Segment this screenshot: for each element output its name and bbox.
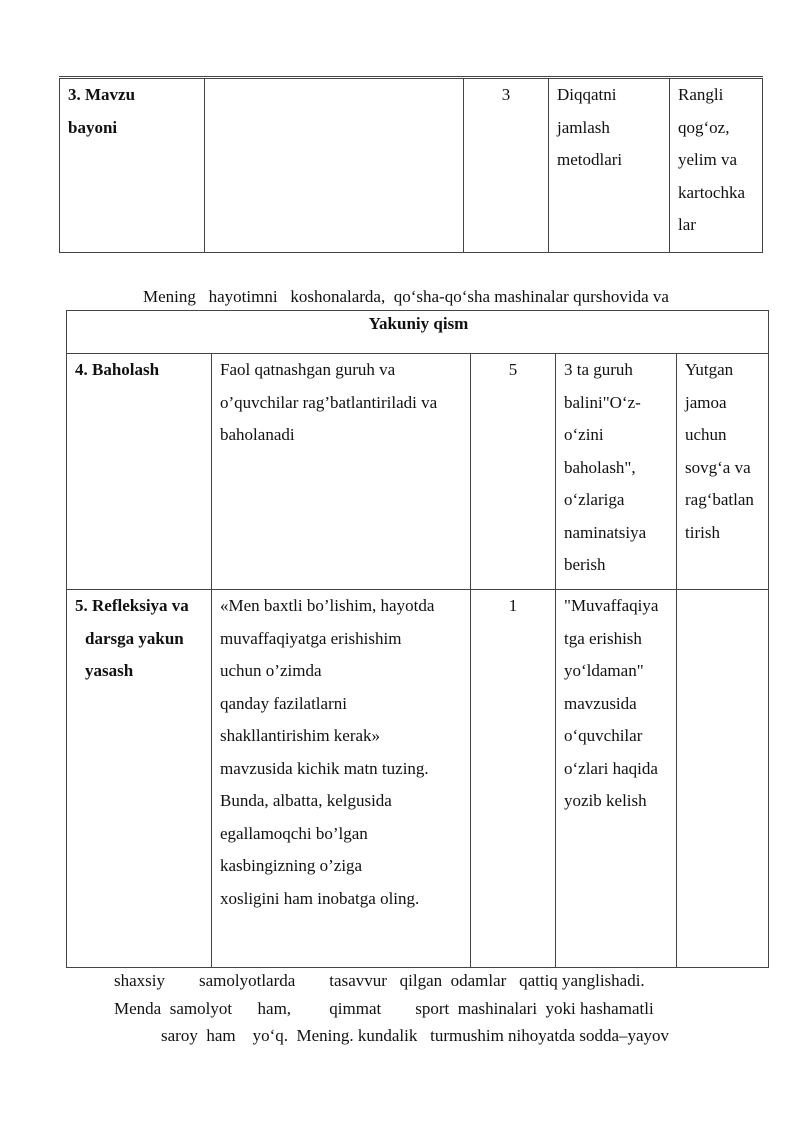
cell-line: yozib kelish (564, 791, 647, 810)
cell-line: mavzusida kichik matn tuzing. (220, 758, 429, 778)
method-cell (556, 590, 677, 968)
cell-line: uchun o’zimda (220, 661, 322, 680)
cell-line: uchun (685, 425, 727, 444)
cell-line: kasbingizning o’ziga (220, 856, 363, 875)
cell-line: metodlari (557, 150, 623, 169)
cell-line: darsga yakun (85, 628, 184, 648)
stage-cell (67, 590, 212, 968)
cell-line: sovg‘a va (685, 457, 751, 477)
cell-line: Diqqatni (557, 85, 617, 104)
cell-line: jamlash (557, 117, 610, 137)
cell-line: o‘quvchilar (564, 726, 643, 745)
description-cell (205, 78, 464, 253)
body-text-line: Mening hayotimni koshonalarda, qo‘sha-qo‘sha mashinalar qurshovida va (143, 287, 669, 306)
body-text-line: saroy ham yo‘q. Mening. kundalik turmushim nihoyatda sodda–yayov (161, 1026, 670, 1045)
cell-line: yo‘ldaman" (564, 661, 644, 680)
materials-cell (677, 590, 769, 968)
cell-line: yelim va (678, 150, 738, 169)
table-row (67, 590, 769, 968)
cell-line: o‘zlariga (564, 490, 625, 509)
description-cell (212, 354, 471, 590)
description-cell (212, 590, 471, 968)
materials-cell (677, 354, 769, 590)
cell-line: jamoa (685, 392, 727, 412)
stage-cell (60, 78, 205, 253)
minutes-cell: 1 (471, 590, 556, 968)
cell-line: Rangli (678, 85, 724, 104)
cell-line: qog‘oz, (678, 117, 730, 137)
cell-line: rag‘batlan (685, 490, 754, 509)
cell-line: Yutgan (685, 360, 734, 379)
cell-line: baholanadi (220, 425, 295, 444)
table-row (60, 78, 763, 253)
cell-line: «Men baxtli bo’lishim, hayotda (220, 596, 435, 615)
cell-line: 3. Mavzu (68, 85, 136, 104)
cell-line: tga erishish (564, 628, 642, 648)
section-heading: Yakuniy qism (67, 311, 769, 354)
cell-line: muvaffaqiyatga erishishim (220, 628, 402, 648)
cell-line: naminatsiya (564, 522, 647, 542)
cell-line: berish (564, 555, 606, 574)
cell-line: o’quvchilar rag’batlantiriladi va (220, 392, 438, 412)
lesson-plan-table-bottom (66, 310, 769, 968)
materials-cell (670, 78, 763, 253)
cell-line: o‘zini (564, 425, 604, 444)
cell-line: balini"O‘z- (564, 392, 641, 412)
cell-line: xosligini ham inobatga oling. (220, 888, 420, 908)
cell-line: yasash (85, 661, 134, 680)
cell-line: o‘zlari haqida (564, 758, 658, 778)
stage-cell (67, 354, 212, 590)
cell-line: Faol qatnashgan guruh va (220, 360, 396, 379)
cell-line: tirish (685, 522, 720, 542)
cell-line: shakllantirishim kerak» (220, 726, 381, 745)
cell-line: qanday fazilatlarni (220, 693, 347, 713)
cell-line: baholash", (564, 457, 636, 477)
body-text-line: Menda samolyot ham, qimmat sport mashinalari yoki hashamatli (114, 999, 654, 1018)
section-heading-row (67, 311, 769, 354)
cell-line: 4. Baholash (75, 360, 160, 379)
cell-line: mavzusida (564, 693, 637, 713)
minutes-cell: 5 (471, 354, 556, 590)
body-text-line: shaxsiy samolyotlarda tasavvur qilgan odamlar qattiq yanglishadi. (114, 971, 645, 990)
lesson-plan-table-top (59, 76, 763, 253)
minutes-cell: 3 (464, 78, 549, 253)
method-cell (549, 78, 670, 253)
cell-line: bayoni (68, 117, 118, 137)
cell-line: lar (678, 215, 696, 234)
cell-line: "Muvaffaqiya (564, 596, 659, 615)
cell-line: 3 ta guruh (564, 360, 633, 379)
cell-line: 5. Refleksiya va (75, 596, 189, 615)
method-cell (556, 354, 677, 590)
table-row (67, 354, 769, 590)
cell-line: egallamoqchi bo’lgan (220, 823, 368, 843)
cell-line: Bunda, albatta, kelgusida (220, 791, 392, 810)
cell-line: kartochka (678, 182, 746, 202)
